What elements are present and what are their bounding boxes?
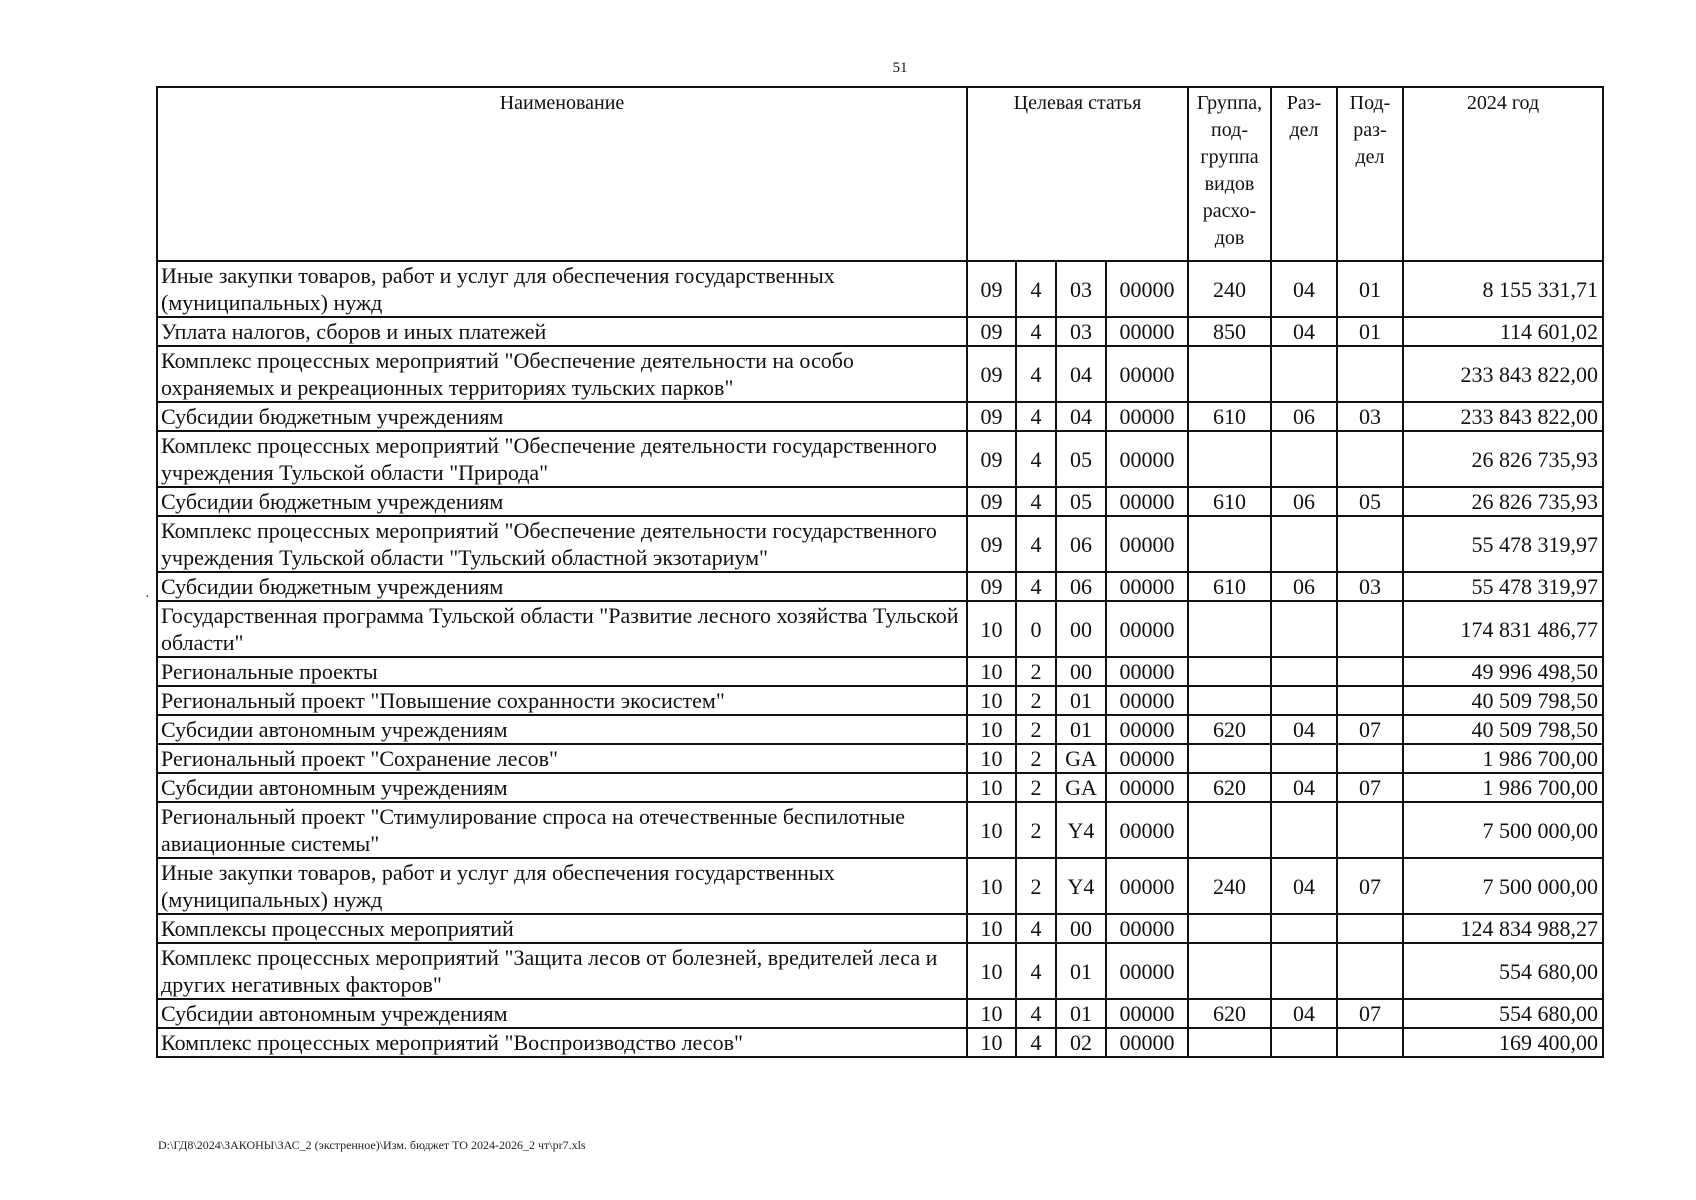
target-article-part-4: 00000	[1106, 999, 1188, 1028]
target-article-part-4: 00000	[1106, 914, 1188, 943]
table-row	[157, 431, 1603, 487]
target-article-part-4: 00000	[1106, 773, 1188, 802]
section-code: 04	[1271, 261, 1337, 317]
expense-group-code	[1188, 686, 1271, 715]
amount-2024: 26 826 735,93	[1403, 431, 1603, 487]
amount-2024: 40 509 798,50	[1403, 686, 1603, 715]
expense-group-code	[1188, 516, 1271, 572]
row-name: Субсидии бюджетным учреждениям	[157, 572, 967, 601]
expense-group-code: 610	[1188, 402, 1271, 431]
target-article-part-2: 4	[1016, 516, 1056, 572]
row-name: Комплекс процессных мероприятий "Обеспечение деятельности государственного учреждения Тульской области "Природа"	[157, 431, 967, 487]
row-name: Уплата налогов, сборов и иных платежей	[157, 317, 967, 346]
row-name: Региональный проект "Повышение сохранности экосистем"	[157, 686, 967, 715]
expense-group-code: 620	[1188, 999, 1271, 1028]
target-article-part-2: 4	[1016, 943, 1056, 999]
section-code: 04	[1271, 999, 1337, 1028]
subsection-code	[1337, 516, 1403, 572]
target-article-part-4: 00000	[1106, 261, 1188, 317]
target-article-part-3: 00	[1056, 914, 1106, 943]
target-article-part-1: 10	[967, 715, 1016, 744]
header-name: Наименование	[157, 87, 967, 261]
target-article-part-1: 09	[967, 516, 1016, 572]
target-article-part-1: 09	[967, 487, 1016, 516]
target-article-part-3: 03	[1056, 261, 1106, 317]
expense-group-code	[1188, 914, 1271, 943]
table-row	[157, 858, 1603, 914]
target-article-part-1: 10	[967, 686, 1016, 715]
section-code	[1271, 657, 1337, 686]
section-code: 04	[1271, 858, 1337, 914]
target-article-part-1: 09	[967, 431, 1016, 487]
row-name: Комплексы процессных мероприятий	[157, 914, 967, 943]
target-article-part-2: 2	[1016, 715, 1056, 744]
target-article-part-1: 10	[967, 858, 1016, 914]
subsection-code: 01	[1337, 261, 1403, 317]
target-article-part-4: 00000	[1106, 402, 1188, 431]
expense-group-code: 620	[1188, 715, 1271, 744]
subsection-code	[1337, 601, 1403, 657]
target-article-part-1: 09	[967, 402, 1016, 431]
target-article-part-3: 01	[1056, 686, 1106, 715]
target-article-part-3: 03	[1056, 317, 1106, 346]
section-code	[1271, 1028, 1337, 1057]
amount-2024: 49 996 498,50	[1403, 657, 1603, 686]
row-name: Комплекс процессных мероприятий "Воспроизводство лесов"	[157, 1028, 967, 1057]
section-code: 04	[1271, 317, 1337, 346]
row-name: Комплекс процессных мероприятий "Обеспечение деятельности на особо охраняемых и рекреационных территориях тульских парков"	[157, 346, 967, 402]
target-article-part-3: 00	[1056, 601, 1106, 657]
amount-2024: 26 826 735,93	[1403, 487, 1603, 516]
target-article-part-4: 00000	[1106, 802, 1188, 858]
expense-group-code	[1188, 1028, 1271, 1057]
table-row	[157, 516, 1603, 572]
header-year: 2024 год	[1403, 87, 1603, 261]
amount-2024: 40 509 798,50	[1403, 715, 1603, 744]
amount-2024: 7 500 000,00	[1403, 858, 1603, 914]
target-article-part-1: 10	[967, 1028, 1016, 1057]
target-article-part-4: 00000	[1106, 943, 1188, 999]
section-code	[1271, 346, 1337, 402]
subsection-code	[1337, 346, 1403, 402]
section-code	[1271, 744, 1337, 773]
table-row	[157, 402, 1603, 431]
target-article-part-1: 10	[967, 744, 1016, 773]
table-row	[157, 346, 1603, 402]
amount-2024: 124 834 988,27	[1403, 914, 1603, 943]
table-row	[157, 773, 1603, 802]
section-code	[1271, 802, 1337, 858]
amount-2024: 233 843 822,00	[1403, 402, 1603, 431]
table-row	[157, 317, 1603, 346]
amount-2024: 8 155 331,71	[1403, 261, 1603, 317]
row-name: Региональный проект "Сохранение лесов"	[157, 744, 967, 773]
target-article-part-3: 01	[1056, 999, 1106, 1028]
expense-group-code	[1188, 943, 1271, 999]
target-article-part-2: 4	[1016, 1028, 1056, 1057]
section-code: 06	[1271, 402, 1337, 431]
table-row	[157, 657, 1603, 686]
target-article-part-2: 2	[1016, 657, 1056, 686]
expense-group-code	[1188, 431, 1271, 487]
target-article-part-2: 4	[1016, 999, 1056, 1028]
target-article-part-4: 00000	[1106, 487, 1188, 516]
target-article-part-4: 00000	[1106, 601, 1188, 657]
amount-2024: 55 478 319,97	[1403, 572, 1603, 601]
target-article-part-3: 02	[1056, 1028, 1106, 1057]
target-article-part-3: GA	[1056, 773, 1106, 802]
header-expense-group: Группа, под- группа видов расхо- дов	[1188, 87, 1271, 261]
amount-2024: 1 986 700,00	[1403, 744, 1603, 773]
page-number: 51	[892, 60, 908, 76]
subsection-code	[1337, 431, 1403, 487]
expense-group-code	[1188, 657, 1271, 686]
table-row	[157, 744, 1603, 773]
expense-group-code: 610	[1188, 487, 1271, 516]
target-article-part-1: 10	[967, 999, 1016, 1028]
target-article-part-2: 0	[1016, 601, 1056, 657]
section-code: 06	[1271, 487, 1337, 516]
target-article-part-4: 00000	[1106, 715, 1188, 744]
target-article-part-3: 05	[1056, 487, 1106, 516]
target-article-part-1: 09	[967, 261, 1016, 317]
table-row	[157, 601, 1603, 657]
section-code: 04	[1271, 773, 1337, 802]
target-article-part-4: 00000	[1106, 858, 1188, 914]
amount-2024: 114 601,02	[1403, 317, 1603, 346]
target-article-part-3: 05	[1056, 431, 1106, 487]
section-code	[1271, 914, 1337, 943]
target-article-part-1: 10	[967, 773, 1016, 802]
table-row	[157, 686, 1603, 715]
table-row	[157, 487, 1603, 516]
header-section: Раз- дел	[1271, 87, 1337, 261]
target-article-part-4: 00000	[1106, 657, 1188, 686]
target-article-part-2: 2	[1016, 802, 1056, 858]
amount-2024: 7 500 000,00	[1403, 802, 1603, 858]
target-article-part-3: 06	[1056, 572, 1106, 601]
target-article-part-3: 06	[1056, 516, 1106, 572]
table-row	[157, 943, 1603, 999]
target-article-part-1: 09	[967, 317, 1016, 346]
expense-group-code	[1188, 346, 1271, 402]
target-article-part-2: 4	[1016, 402, 1056, 431]
table-row	[157, 914, 1603, 943]
expense-group-code: 620	[1188, 773, 1271, 802]
expense-group-code: 240	[1188, 261, 1271, 317]
footer-file-path: D:\ГД8\2024\ЗАКОНЫ\ЗАС_2 (экстренное)\Изм. бюджет ТО 2024-2026_2 чт\pr7.xls	[158, 1138, 586, 1152]
row-name: Субсидии автономным учреждениям	[157, 999, 967, 1028]
target-article-part-2: 4	[1016, 572, 1056, 601]
target-article-part-1: 09	[967, 572, 1016, 601]
target-article-part-2: 2	[1016, 773, 1056, 802]
amount-2024: 1 986 700,00	[1403, 773, 1603, 802]
target-article-part-1: 10	[967, 601, 1016, 657]
subsection-code: 07	[1337, 715, 1403, 744]
amount-2024: 55 478 319,97	[1403, 516, 1603, 572]
table-row	[157, 261, 1603, 317]
section-code	[1271, 686, 1337, 715]
subsection-code: 07	[1337, 999, 1403, 1028]
row-name: Комплекс процессных мероприятий "Защита лесов от болезней, вредителей леса и других негативных факторов"	[157, 943, 967, 999]
amount-2024: 554 680,00	[1403, 943, 1603, 999]
amount-2024: 233 843 822,00	[1403, 346, 1603, 402]
margin-mark: ·	[145, 590, 150, 605]
subsection-code	[1337, 657, 1403, 686]
section-code: 04	[1271, 715, 1337, 744]
section-code	[1271, 943, 1337, 999]
target-article-part-2: 4	[1016, 914, 1056, 943]
subsection-code	[1337, 914, 1403, 943]
target-article-part-4: 00000	[1106, 686, 1188, 715]
row-name: Субсидии бюджетным учреждениям	[157, 487, 967, 516]
row-name: Иные закупки товаров, работ и услуг для обеспечения государственных (муниципальных) нужд	[157, 858, 967, 914]
header-subsection: Под- раз- дел	[1337, 87, 1403, 261]
target-article-part-3: 01	[1056, 943, 1106, 999]
table-row	[157, 1028, 1603, 1057]
target-article-part-3: Y4	[1056, 858, 1106, 914]
target-article-part-2: 4	[1016, 346, 1056, 402]
target-article-part-4: 00000	[1106, 346, 1188, 402]
subsection-code: 05	[1337, 487, 1403, 516]
row-name: Региональные проекты	[157, 657, 967, 686]
target-article-part-1: 10	[967, 943, 1016, 999]
target-article-part-1: 09	[967, 346, 1016, 402]
target-article-part-2: 4	[1016, 317, 1056, 346]
row-name: Субсидии бюджетным учреждениям	[157, 402, 967, 431]
subsection-code: 01	[1337, 317, 1403, 346]
subsection-code	[1337, 744, 1403, 773]
table-row	[157, 999, 1603, 1028]
target-article-part-2: 4	[1016, 487, 1056, 516]
target-article-part-4: 00000	[1106, 431, 1188, 487]
expense-group-code	[1188, 601, 1271, 657]
budget-table	[156, 86, 1604, 1058]
row-name: Иные закупки товаров, работ и услуг для обеспечения государственных (муниципальных) нужд	[157, 261, 967, 317]
target-article-part-4: 00000	[1106, 572, 1188, 601]
target-article-part-2: 2	[1016, 686, 1056, 715]
subsection-code: 07	[1337, 773, 1403, 802]
subsection-code: 03	[1337, 402, 1403, 431]
subsection-code: 03	[1337, 572, 1403, 601]
amount-2024: 174 831 486,77	[1403, 601, 1603, 657]
expense-group-code	[1188, 802, 1271, 858]
target-article-part-1: 10	[967, 802, 1016, 858]
section-code	[1271, 516, 1337, 572]
table-row	[157, 572, 1603, 601]
header-target-article: Целевая статья	[967, 87, 1188, 261]
target-article-part-3: Y4	[1056, 802, 1106, 858]
amount-2024: 169 400,00	[1403, 1028, 1603, 1057]
expense-group-code	[1188, 744, 1271, 773]
target-article-part-2: 4	[1016, 431, 1056, 487]
target-article-part-3: 01	[1056, 715, 1106, 744]
table-header-row	[157, 87, 1603, 261]
expense-group-code: 850	[1188, 317, 1271, 346]
row-name: Субсидии автономным учреждениям	[157, 715, 967, 744]
subsection-code	[1337, 802, 1403, 858]
target-article-part-4: 00000	[1106, 317, 1188, 346]
section-code: 06	[1271, 572, 1337, 601]
row-name: Комплекс процессных мероприятий "Обеспечение деятельности государственного учреждения Тульской области "Тульский областной экзотариум"	[157, 516, 967, 572]
target-article-part-4: 00000	[1106, 1028, 1188, 1057]
row-name: Государственная программа Тульской области "Развитие лесного хозяйства Тульской области"	[157, 601, 967, 657]
expense-group-code: 610	[1188, 572, 1271, 601]
row-name: Региональный проект "Стимулирование спроса на отечественные беспилотные авиационные системы"	[157, 802, 967, 858]
target-article-part-3: 04	[1056, 346, 1106, 402]
subsection-code	[1337, 943, 1403, 999]
target-article-part-4: 00000	[1106, 516, 1188, 572]
target-article-part-2: 4	[1016, 261, 1056, 317]
amount-2024: 554 680,00	[1403, 999, 1603, 1028]
table-row	[157, 715, 1603, 744]
target-article-part-3: 00	[1056, 657, 1106, 686]
row-name: Субсидии автономным учреждениям	[157, 773, 967, 802]
subsection-code	[1337, 1028, 1403, 1057]
target-article-part-1: 10	[967, 914, 1016, 943]
target-article-part-2: 2	[1016, 744, 1056, 773]
section-code	[1271, 431, 1337, 487]
subsection-code	[1337, 686, 1403, 715]
expense-group-code: 240	[1188, 858, 1271, 914]
target-article-part-3: GA	[1056, 744, 1106, 773]
target-article-part-4: 00000	[1106, 744, 1188, 773]
target-article-part-2: 2	[1016, 858, 1056, 914]
table-row	[157, 802, 1603, 858]
target-article-part-3: 04	[1056, 402, 1106, 431]
target-article-part-1: 10	[967, 657, 1016, 686]
subsection-code: 07	[1337, 858, 1403, 914]
section-code	[1271, 601, 1337, 657]
